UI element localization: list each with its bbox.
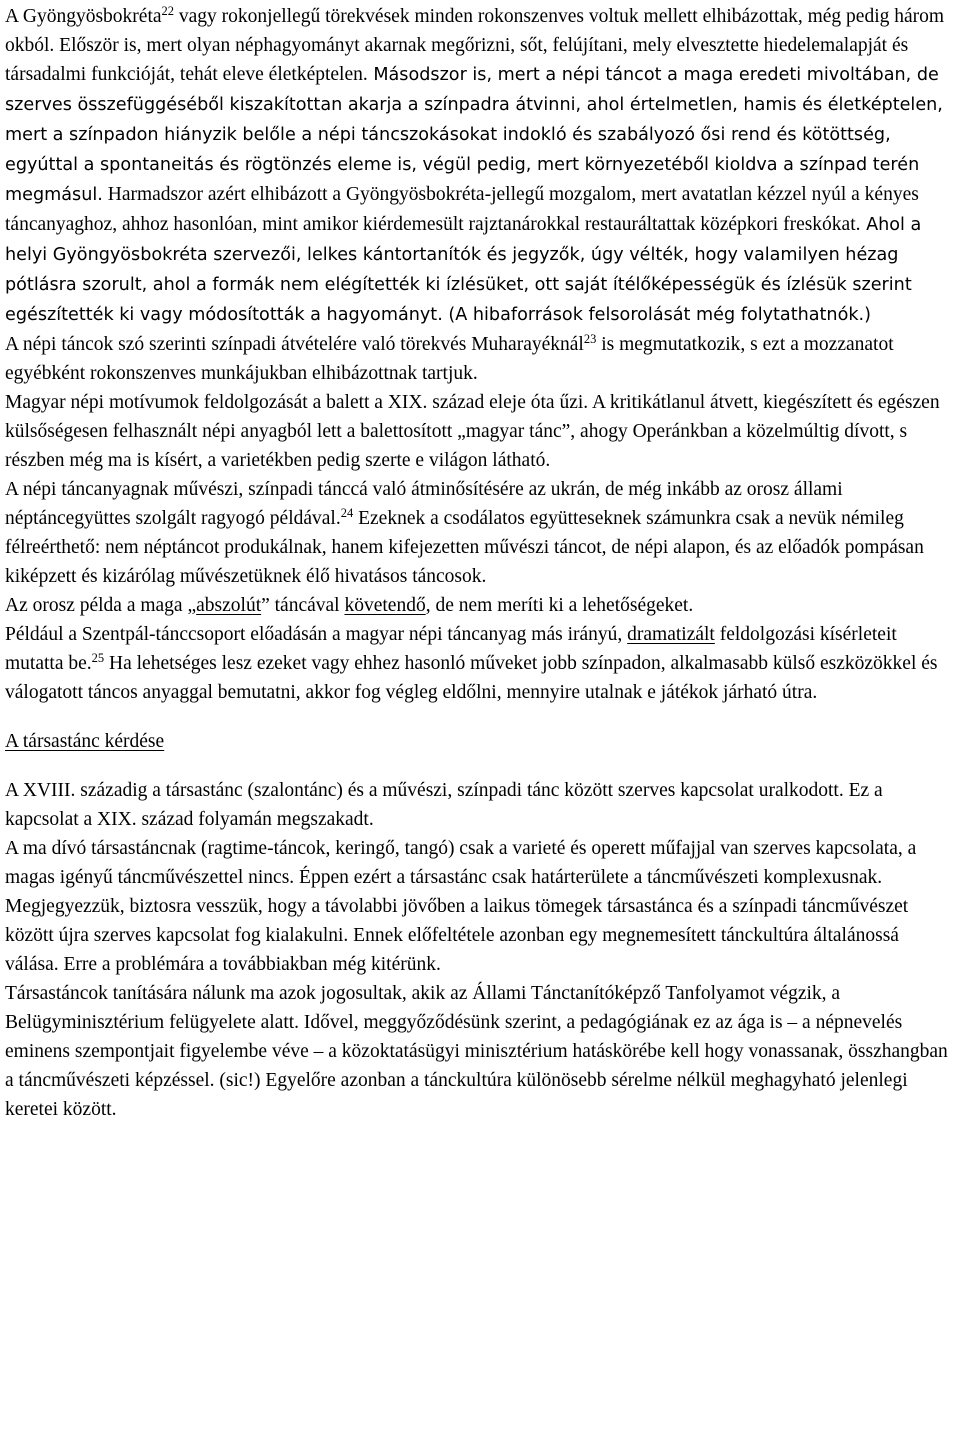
underlined-dramatizalt: dramatizált <box>627 624 715 645</box>
p2-text-a: A népi táncok szó szerinti színpadi átvételére való törekvés Muharayéknál <box>5 334 584 355</box>
footnote-ref-24[interactable]: 24 <box>340 506 354 521</box>
section-heading-text: A társastánc kérdése <box>5 731 165 752</box>
paragraph-orosz-pelda <box>5 591 957 620</box>
p1-text-b: vagy rokonjellegű törekvések minden rokonszenves voltuk mellett elhibázottak, még pedig három okból. Először is, mert olyan néphagyományt akarnak megőrizni, sőt, felújítani, mely elvesztette hiedelemalapját és társadalmi funkcióját, tehát eleve életképtelen. <box>5 6 945 85</box>
footnote-ref-22[interactable]: 22 <box>161 4 175 19</box>
p1-text-a: A Gyöngyösbokréta <box>5 6 162 27</box>
paragraph-gyongyosbokreta <box>5 2 957 330</box>
document-page <box>5 2 957 1124</box>
paragraph-szentpal <box>5 620 957 707</box>
paragraph-tarsastancok-tanitasa: Társastáncok tanítására nálunk ma azok jogosultak, akik az Állami Tánctanítóképző Tanfolyamot végzik, a Belügyminisztérium felügyelete alatt. Idővel, meggyőződésünk szerint, a pedagógiának ez az ága is – a népnevelés eminens szempontjait figyelembe véve – a közoktatásügyi minisztérium hatáskörébe kell hogy vonassanak, összhangban a táncművészeti képzéssel. (sic!) Egyelőre azonban a tánckultúra különösebb sérelme nélkül meghagyható jelenlegi keretei között. <box>5 983 948 1120</box>
paragraph-xviii-szazad: A XVIII. századig a társastánc (szalontánc) és a művészi, színpadi tánc között szerves kapcsolat uralkodott. Ez a kapcsolat a XIX. század folyamán megszakadt. <box>5 780 883 830</box>
p4-text-a: A népi táncanyagnak művészi, színpadi tánccá való átminősítésére az ukrán, de még inkább az orosz állami néptáncegyüttes szolgált ragyogó példával. <box>5 479 843 529</box>
p5-text-a: Az orosz példa a maga „ <box>5 595 197 616</box>
p2-text-b: is megmutatkozik, s ezt a mozzanatot egyébként rokonszenves munkájukban elhibázottnak tartjuk. <box>5 334 894 384</box>
section-heading <box>5 727 957 756</box>
p1-text-c: Másodszor is, mert a népi táncot a maga eredeti mivoltában, de szerves összefüggéséből kiszakítottan akarja a színpadra átvinni, ahol értelmetlen, hamis és életképtelen, mert a színpadon hiányzik belőle a népi táncszokásokat indokló és szabályozó ősi rend és kötöttség, egyúttal a spontaneitás és rögtönzés eleme is, végül pedig, mert környezetéből kioldva a színpad terén megmásul. <box>5 65 943 205</box>
p4-text-b: Ezeknek a csodálatos együtteseknek számunkra csak a nevük némileg félreérthető: nem néptáncot produkálnak, hanem kifejezetten művészi táncot, de népi alapon, és az előadók pompásan kiképzett és kizárólag művészetüknek élő hivatásos táncosok. <box>5 508 924 587</box>
p6-text-b: feldolgozási kísérleteit mutatta be. <box>5 624 897 674</box>
footnote-ref-23[interactable]: 23 <box>583 332 597 347</box>
paragraph-orosz-egyuttes <box>5 475 957 591</box>
paragraph-megjegyezzuk: Megjegyezzük, biztosra vesszük, hogy a távolabbi jövőben a laikus tömegek társastánca és a színpadi táncművészet között újra szerves kapcsolat fog kialakulni. Ennek előfeltétele azonban egy megnemesített tánckultúra általánossá válása. Erre a problémára a továbbiakban még kitérünk. <box>5 896 909 975</box>
underlined-abszolut: abszolút <box>196 595 262 616</box>
paragraph-ma-divo: A ma dívó társastáncnak (ragtime-táncok, keringő, tangó) csak a varieté és operett műfajjal van szerves kapcsolata, a magas igényű táncművészettel nincs. Éppen ezért a társastánc csak határterülete a táncművészeti komplexusnak. <box>5 838 917 888</box>
paragraph-muharay <box>5 330 957 388</box>
p6-text-c: Ha lehetséges lesz ezeket vagy ehhez hasonló műveket jobb színpadon, alkalmasabb külső eszközökkel és válogatott táncos anyaggal bemutatni, akkor fog végleg eldőlni, mennyire utalnak e játékok járható útra. <box>5 653 938 703</box>
p1-text-e: Ahol a helyi Gyöngyösbokréta szervezői, lelkes kántortanítók és jegyzők, úgy vélték, hogy valamilyen hézag pótlásra szorult, ahol a formák nem elégítették ki ízlésüket, ott saját ítélőképességük és ízlésük szerint egészítették ki vagy módosították a hagyományt. (A hibaforrások felsorolását még folytathatnók.) <box>5 215 922 325</box>
paragraph-balett <box>5 388 957 475</box>
footnote-ref-25[interactable]: 25 <box>91 651 105 666</box>
p3-text-a: Magyar népi motívumok feldolgozását a balett a XIX. század eleje óta űzi. <box>5 392 589 413</box>
p5-text-b: ” táncával <box>261 595 345 616</box>
underlined-kovetendo: követendő <box>344 595 426 616</box>
p3-text-b: A kritikátlanul átvett, kiegészített és egészen külsőségesen felhasznált népi anyagból lett a balettosított „magyar tánc”, ahogy Operánkban a közelmúltig dívott, s részben még ma is kísért, a varietékben pedig szerte e világon látható. <box>5 392 940 471</box>
p1-text-d: Harmadszor azért elhibázott a Gyöngyösbokréta-jellegű mozgalom, mert avatatlan kézzel nyúl a kényes táncanyaghoz, ahhoz hasonlóan, mint amikor kiérdemesült rajztanárokkal restauráltattak középkori freskókat. <box>5 184 919 235</box>
p5-text-c: , de nem meríti ki a lehetőségeket. <box>425 595 694 616</box>
p6-text-a: Például a Szentpál-tánccsoport előadásán a magyar népi táncanyag más irányú, <box>5 624 628 645</box>
